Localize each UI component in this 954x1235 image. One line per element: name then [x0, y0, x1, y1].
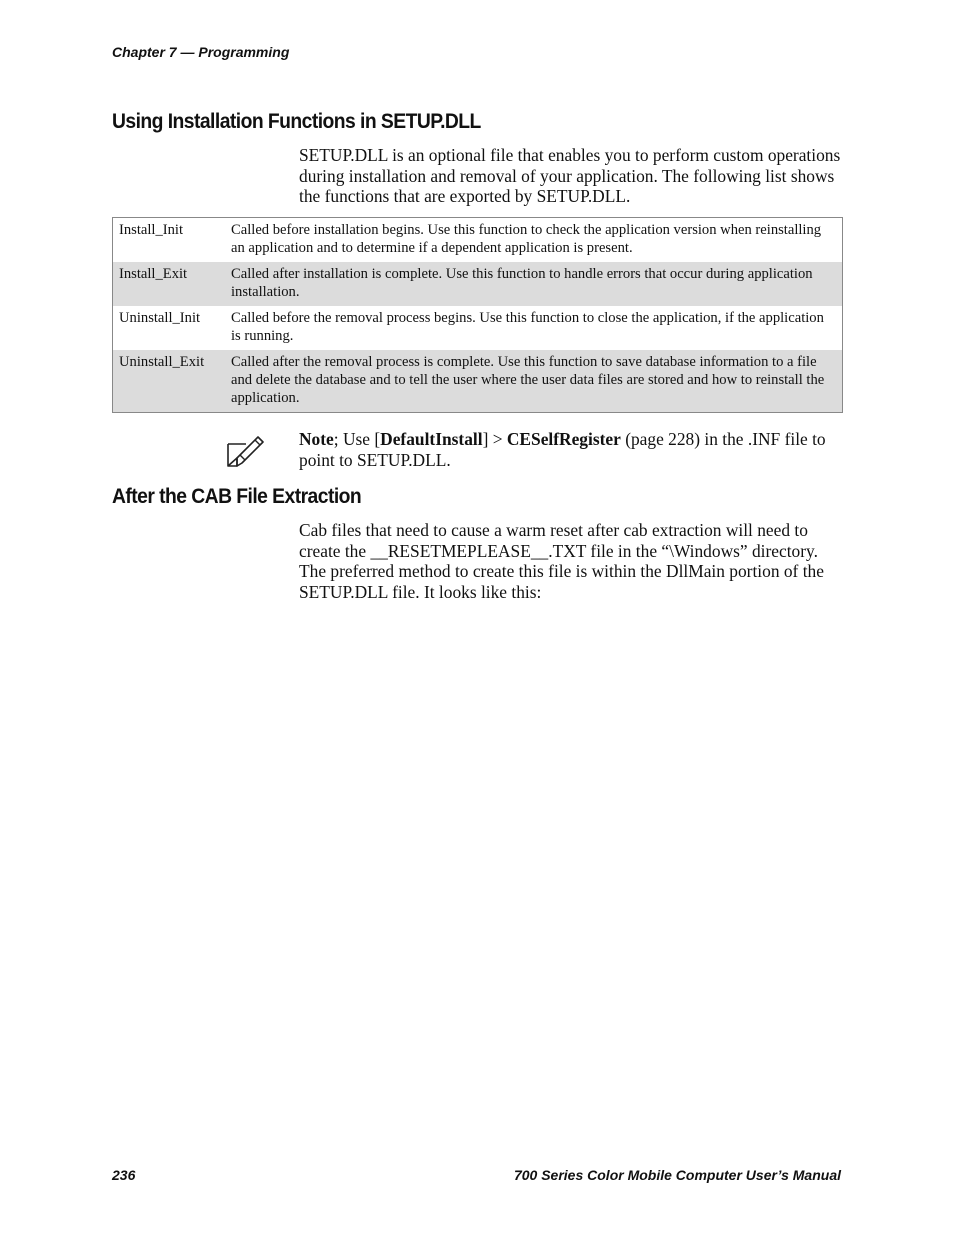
table-row: [113, 218, 843, 263]
note-text-part: ; Use [: [333, 429, 381, 449]
table-row: [113, 350, 843, 413]
functions-table: [112, 217, 843, 413]
manual-title: 700 Series Color Mobile Computer User’s Manual: [513, 1167, 841, 1183]
note-pencil-icon: [222, 430, 266, 470]
section-intro: SETUP.DLL is an optional file that enables you to perform custom operations during installation and removal of your application. The following list shows the functions that are exported by SETUP.DLL.: [299, 145, 841, 206]
function-description: Called before the removal process begins. Use this function to close the application, if the application is running.: [231, 310, 824, 344]
table-row: [113, 306, 843, 350]
table-row: [113, 262, 843, 306]
note-text-part: ] >: [482, 429, 507, 449]
function-description: Called after the removal process is complete. Use this function to save database information to a file and delete the database and to tell the user where the user data files are stored and how to reinstall the application.: [231, 354, 825, 406]
note-ce-self-register: CESelfRegister: [506, 429, 621, 449]
note-text: [299, 429, 847, 470]
function-name: Uninstall_Exit: [119, 354, 205, 370]
note-text-part: (page 228) in the .INF file to point to SETUP.DLL.: [299, 429, 826, 470]
section-body: Cab files that need to cause a warm reset after cab extraction will need to create the __RESETMEPLEASE__.TXT file in the “\Windows” directory. The preferred method to create this file is within the DllMain portion of the SETUP.DLL file. It looks like this:: [299, 520, 824, 602]
section-title-setup-dll: Using Installation Functions in SETUP.DLL: [112, 110, 481, 133]
function-description: Called before installation begins. Use this function to check the application version when reinstalling an application and to determine if a dependent application is present.: [231, 222, 822, 256]
function-name: Uninstall_Init: [119, 310, 201, 326]
page-number: 236: [112, 1167, 136, 1183]
function-name: Install_Exit: [119, 266, 188, 282]
note-label: Note: [299, 429, 334, 449]
function-description: Called after installation is complete. Use this function to handle errors that occur during application installation.: [231, 266, 813, 300]
function-name: Install_Init: [119, 222, 184, 238]
note-default-install: DefaultInstall: [380, 429, 483, 449]
section-title-cab-extraction: After the CAB File Extraction: [112, 485, 362, 508]
running-header: Chapter 7 — Programming: [112, 44, 290, 60]
